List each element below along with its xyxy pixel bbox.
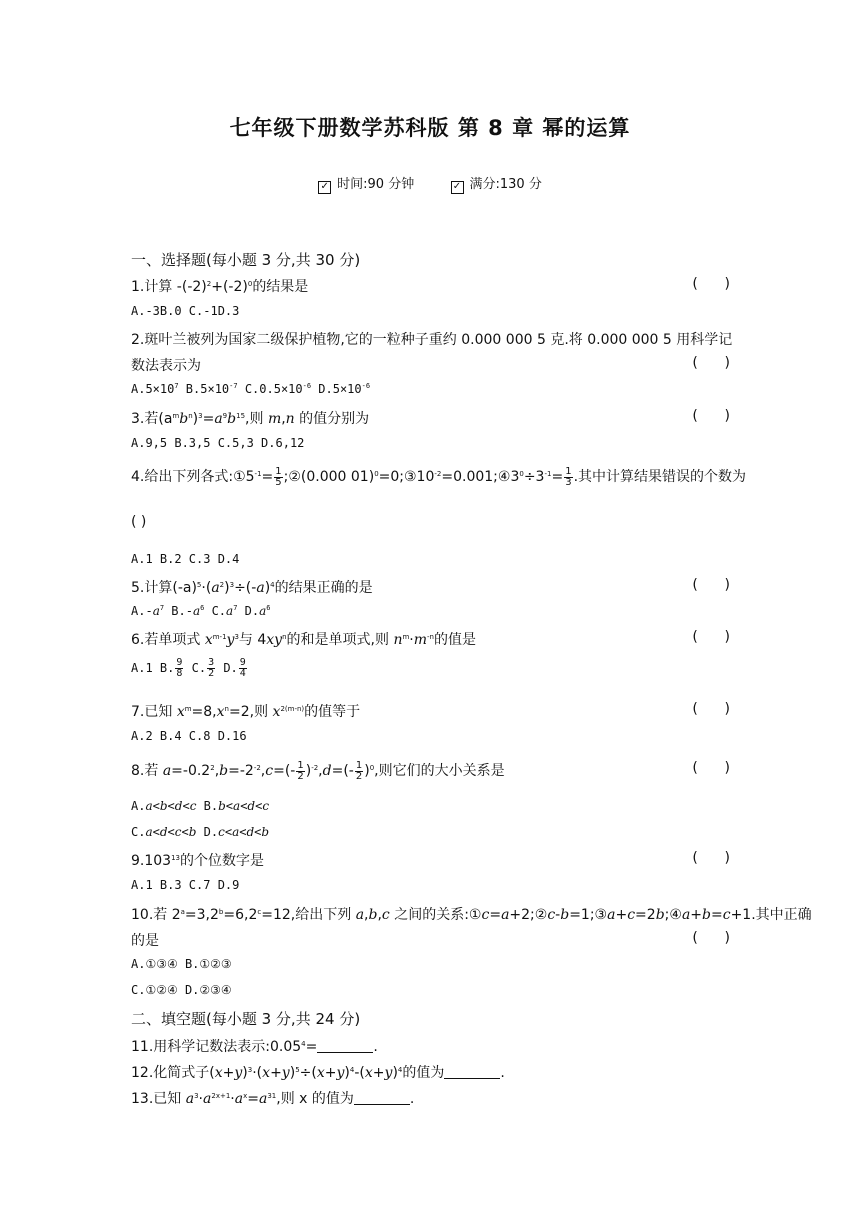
question-2-line1: 2.斑叶兰被列为国家二级保护植物,它的一粒种子重约 0.000 000 5 克.将 0.000 000 5 用科学记 [131,332,733,348]
options-4: A.1 B.2 C.3 D.4 [131,552,240,566]
question-10-line2: 的是 [131,933,159,949]
answer-blank[interactable] [354,1092,410,1105]
answer-paren-7: ( ) [692,701,730,717]
question-7: 7.已知 $x^m=8,x^n=2$,则 $x^{2(m-n)}$的值等于 [131,704,361,720]
options-10a: A.①③④ B.①②③ [131,957,232,971]
question-12: 12.化简式子$(x+y)^3\cdot(x+y)^5\div(x+y)^4-(x+y)^4$的值为 . [131,1065,505,1081]
answer-paren-9: ( ) [692,850,730,866]
answer-paren-10: ( ) [692,930,730,946]
question-4: 4.给出下列各式$:①5^{-1}=$ $\frac{1}{5}$ ;②(0.000 $01)^0=0;③10^{-2}=0.001;④3^0\div 3^{-1}=$ $\frac{1}{3}$ .其中计算结果错误的个数为 [131,465,747,488]
answer-paren-1: ( ) [692,276,730,292]
question-1: 1.计算 $-(-2)^2+(-2)^0$的结果是 [131,279,309,295]
checkbox-icon: ✓ [451,181,464,194]
question-6: 6.若单项式 $x^{m-1}y^3$与 $4xy^n$的和是单项式,则 $n^m\cdot m^{-n}$的值是 [131,632,476,648]
options-6: A.1 B. $\frac{9}{8}$ C. $\frac{3}{2}$ D. $\frac{9}{4}$ [131,657,246,679]
options-5: $A.-a^7$ $B.-a^6$ $C.a^7$ $D.a^6$ [131,604,271,618]
section-heading-choice: 一、选择题(每小题 3 分,共 30 分) [131,251,361,269]
answer-blank[interactable] [444,1066,500,1079]
options-7: A.2 B.4 C.8 D.16 [131,729,247,743]
question-11: 11.用科学记数法表示$:0.05^4=$ . [131,1039,378,1055]
answer-paren-5: ( ) [692,577,730,593]
answer-paren-4: ( ) [131,514,147,530]
section-heading-fill: 二、填空题(每小题 3 分,共 24 分) [131,1010,361,1028]
time-label: 时间:90 分钟 [337,177,415,192]
options-3: A.9,5 B.3,5 C.5,3 D.6,12 [131,436,305,450]
question-3: 3.若$(a^mb^n)^3=a^9b^{15}$,则 m,n 的值分别为 [131,411,370,427]
options-8b: C.a<d<c<b D.c<a<d<b [131,825,270,839]
options-10b: C.①②④ D.②③④ [131,983,232,997]
answer-paren-2: ( ) [692,355,730,371]
question-5: 5.计算$(-a)^5\cdot(a^2)^3\div(-a)^4$的结果正确的是 [131,580,373,596]
answer-paren-6: ( ) [692,629,730,645]
question-9: 9.103$^{13}$的个位数字是 [131,853,265,869]
page-title: 七年级下册数学苏科版 第 8 章 幂的运算 [229,116,631,140]
question-2-line2: 数法表示为 [131,358,201,374]
options-8a: A.a<b<d<c B.b<a<d<c [131,799,270,813]
options-2: $A.5\times 10^7$ $B.5\times 10^{-7}$ $C.0.5\times 10^{-6}$ $D.5\times 10^{-6}$ [131,382,371,396]
checkbox-icon: ✓ [318,181,331,194]
answer-blank[interactable] [317,1040,373,1053]
exam-meta [0,173,860,194]
answer-paren-8: ( ) [692,760,730,776]
options-9: A.1 B.3 C.7 D.9 [131,878,240,892]
question-8: 8.若 $a=-0.2^2,b=-2^{-2},c=(-$ $\frac{1}{2}$ )$^{-2}$,d=(- $\frac{1}{2}$ )$^0$,则它们的大小关系是 [131,759,505,782]
answer-paren-3: ( ) [692,408,730,424]
options-1: A.-3B.0 C.-1D.3 [131,304,240,318]
question-13: 13.已知 $a^3\cdot a^{2x+1}\cdot a^x=a^{31}$,则 x 的值为 . [131,1091,415,1107]
score-label: 满分:130 分 [469,177,542,192]
question-10-line1: 10.若 $2^a=3,2^b=6,2^c=12$,给出下列 a,b,c 之间的关系:①c=a+2;②c-b=1;③a+c=2b;④a+b=c+1.其中正确 [131,907,812,923]
